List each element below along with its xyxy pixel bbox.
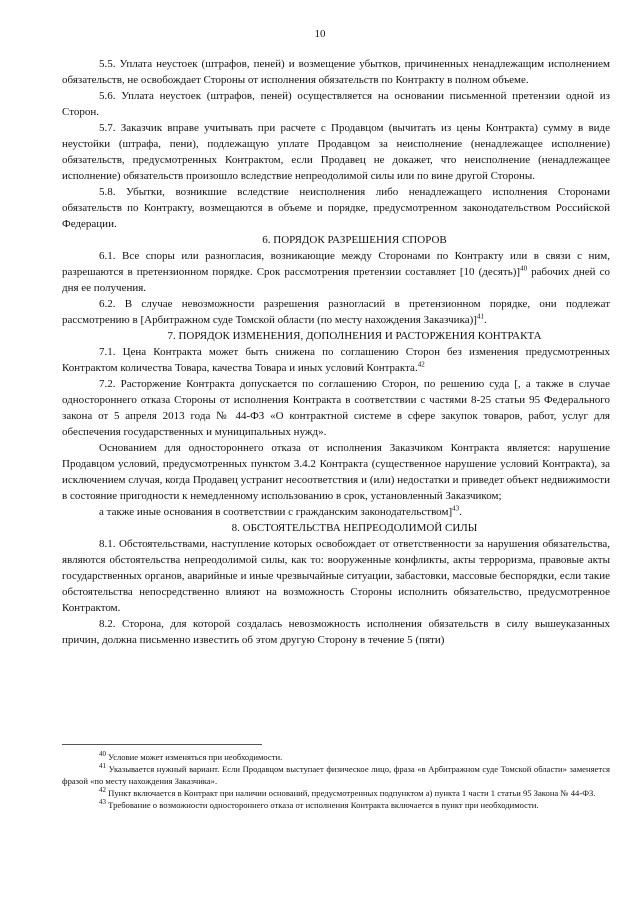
clause-7-1: 7.1. Цена Контракта может быть снижена по соглашению Сторон без изменения предусмотренных Контрактом количества Товара, качества Товара и иных условий Контракта.$^{42}$ — [62, 346, 610, 374]
footnote-ref-42: 42 — [417, 360, 425, 369]
section-heading-8: 8. ОБСТОЯТЕЛЬСТВА НЕПРЕОДОЛИМОЙ СИЛЫ — [231, 522, 478, 534]
clause-8-1: 8.1. Обстоятельствами, наступление которых освобождает от ответственности за нарушения обязательства, являются обстоятельства непреодолимой силы, как то: вооруженные конфликты, акты терроризма, правовые акты государственных органов, аварийные и иные чрезвычайные ситуации, забастовки, массовые беспорядки, если такие обстоятельства непосредственно влияют на возможность Стороны исполнить обязательство, предусмотренное Контрактом. — [62, 538, 610, 614]
clause-7-2-other: а также иные основания в соответствии с гражданским законодательством]$^{43}$. — [99, 504, 462, 518]
clause-8-2: 8.2. Сторона, для которой создалась невозможность исполнения обязательств в силу вышеуказанных причин, должна письменно известить об этом другую Сторону в течение 5 (пяти) — [62, 618, 610, 646]
footnote-ref-40: 40 — [520, 264, 528, 273]
section-heading-6: 6. ПОРЯДОК РАЗРЕШЕНИЯ СПОРОВ — [262, 234, 447, 246]
footnote-separator — [62, 744, 262, 745]
footnote-41: $^{41}$ Указывается нужный вариант. Если Продавцом выступает физическое лицо, фраза «в Арбитражном суде Томской области» заменяется фразой «по месту нахождения Заказчика». — [62, 762, 610, 786]
clause-5-5: 5.5. Уплата неустоек (штрафов, пеней) и возмещение убытков, причиненных ненадлежащим исполнением обязательств, не освобождает Стороны от исполнения обязательств по Контракту в полном объеме. — [62, 58, 610, 86]
clause-5-8: 5.8. Убытки, возникшие вследствие неисполнения либо ненадлежащего исполнения Сторонами обязательств по Контракту, возмещаются в объеме и порядке, предусмотренном законодательством Российской Федерации. — [62, 186, 610, 230]
page-number: 10 — [314, 28, 326, 40]
document-body — [62, 56, 610, 648]
clause-5-6: 5.6. Уплата неустоек (штрафов, пеней) осуществляется на основании письменной претензии одной из Сторон. — [62, 90, 610, 118]
clause-6-2: 6.2. В случае невозможности разрешения разногласий в претензионном порядке, они подлежат рассмотрению в [Арбитражном суде Томской области (по месту нахождения Заказчика)]$^{41}$. — [62, 298, 610, 326]
clause-7-2: 7.2. Расторжение Контракта допускается по соглашению Сторон, по решению суда [, а также в случае одностороннего отказа Стороны от исполнения Контракта в соответствии с частями 8-25 статьи 95 Федерального закона от 5 апреля 2013 года № 44-ФЗ «О контрактной системе в сфере закупок товаров, работ, услуг для обеспечения государственных и муниципальных нужд». — [62, 378, 610, 438]
clause-7-2-grounds: Основанием для одностороннего отказа от исполнения Заказчиком Контракта является: нарушение Продавцом условий, предусмотренных пунктом 3.4.2 Контракта (существенное нарушение условий Контракта), за исключением случая, когда Продавец устранит несоответствия и (или) недостатки и приведет объект недвижимости в состояние пригодности к немедленному использованию в срок, установленный Заказчиком; — [62, 442, 610, 502]
section-heading-7: 7. ПОРЯДОК ИЗМЕНЕНИЯ, ДОПОЛНЕНИЯ И РАСТОРЖЕНИЯ КОНТРАКТА — [167, 330, 542, 342]
footnote-43: $^{43}$ Требование о возможности одностороннего отказа от исполнения Контракта включается в пункт при необходимости. — [99, 798, 539, 810]
footnote-ref-43: 43 — [452, 504, 460, 513]
footnote-42: $^{42}$ Пункт включается в Контракт при наличии оснований, предусмотренных подпунктом а) пункта 1 части 1 статьи 95 Закона № 44-ФЗ. — [99, 786, 596, 798]
clause-6-1: 6.1. Все споры или разногласия, возникающие между Сторонами по Контракту или в связи с ним, разрешаются в претензионном порядке. Срок рассмотрения претензии составляет [10 (десять)]$^{40}$ рабочих дней со дня ее получения. — [62, 250, 611, 294]
clause-5-7: 5.7. Заказчик вправе учитывать при расчете с Продавцом (вычитать из цены Контракта) сумму в виде неустойки (штрафа, пени), подлежащую уплате Продавцом за неисполнение (ненадлежащее исполнение) обязательств, предусмотренных Контрактом, если Продавец не докажет, что неисполнение (ненадлежащее исполнение) обязательств произошло вследствие непреодолимой силы или по вине другой Стороны. — [62, 122, 610, 182]
footnote-ref-41: 41 — [476, 312, 484, 321]
footnote-40: $^{40}$ Условие может изменяться при необходимости. — [99, 750, 283, 762]
footnotes — [62, 751, 610, 811]
